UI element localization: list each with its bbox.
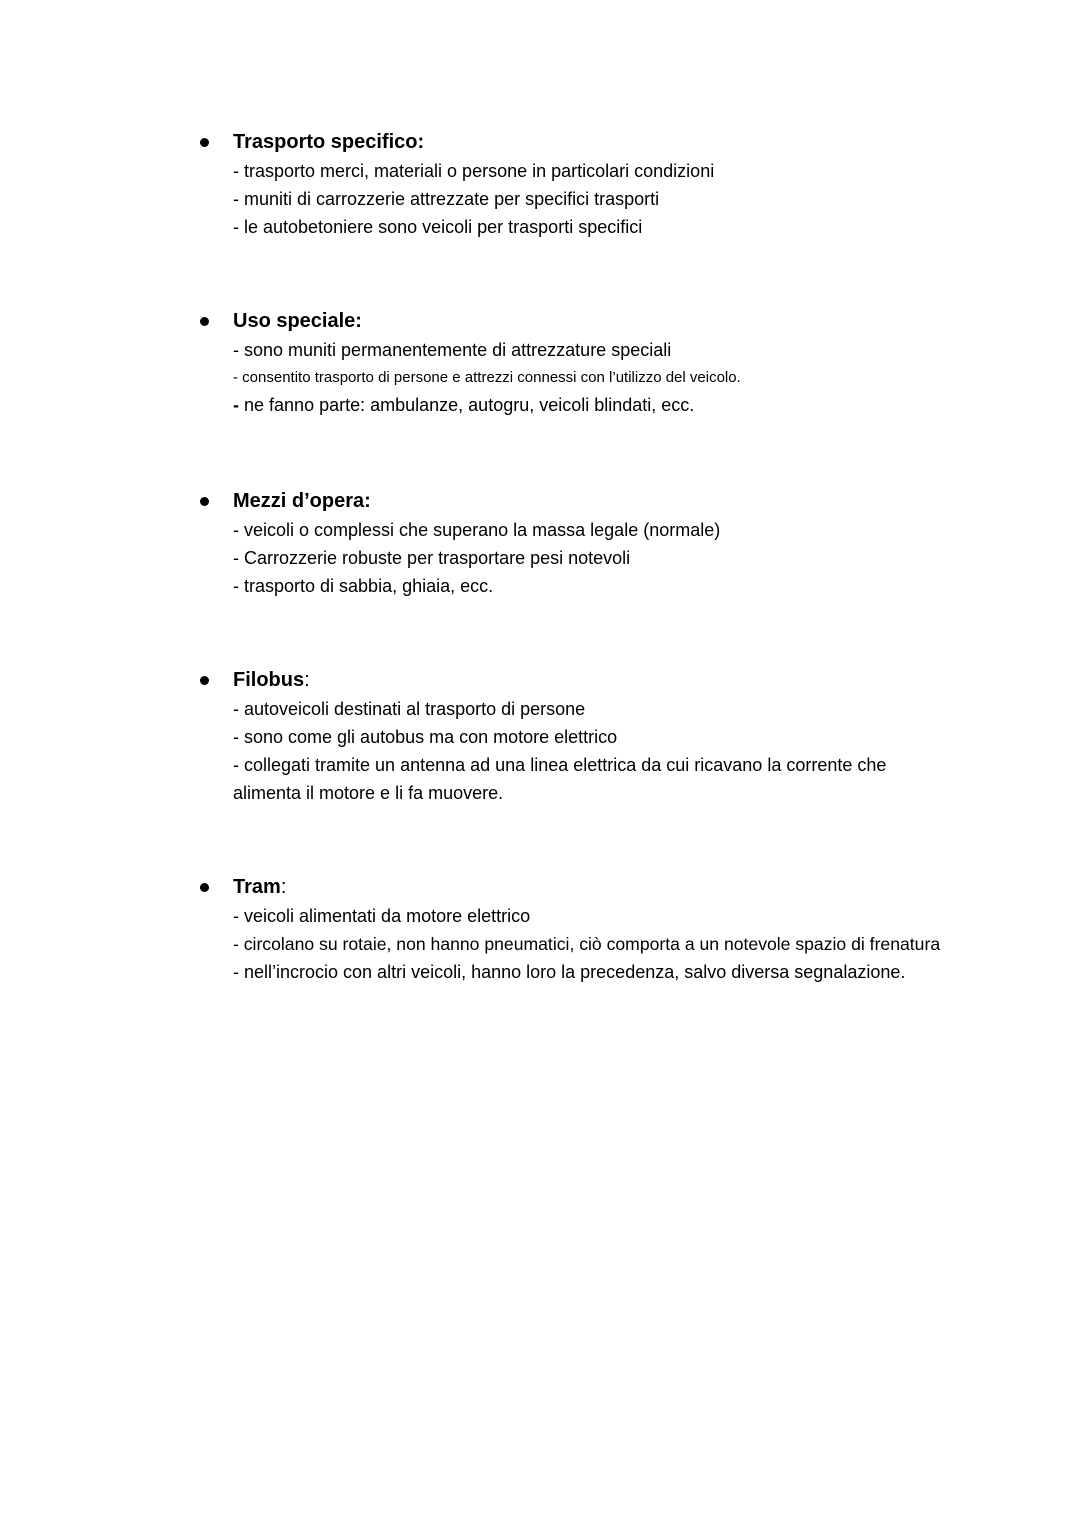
list-item: - veicoli o complessi che superano la massa legale (normale) xyxy=(233,520,721,540)
section-heading: Mezzi d’opera: xyxy=(233,490,371,512)
bullet-icon xyxy=(200,497,209,506)
section-lines xyxy=(233,157,996,241)
section-heading: Uso speciale: xyxy=(233,310,362,332)
bullet-icon xyxy=(200,676,209,685)
bullet-icon xyxy=(200,138,209,147)
section-lines xyxy=(233,902,996,986)
list-item: - Carrozzerie robuste per trasportare pesi notevoli xyxy=(233,548,631,568)
list-item: - ne fanno parte: ambulanze, autogru, veicoli blindati, ecc. xyxy=(233,395,695,415)
section-lines xyxy=(233,336,996,419)
bullet-icon xyxy=(200,883,209,892)
list-item: - veicoli alimentati da motore elettrico xyxy=(233,906,531,926)
list-item: - nell’incrocio con altri veicoli, hanno loro la precedenza, salvo diversa segnalazione. xyxy=(233,962,906,982)
section-heading: Tram: xyxy=(233,876,287,898)
list-item: - consentito trasporto di persone e attrezzi connessi con l’utilizzo del veicolo. xyxy=(233,369,741,386)
list-item: - trasporto merci, materiali o persone in particolari condizioni xyxy=(233,161,715,181)
section-filobus xyxy=(196,665,996,807)
list-item: - sono muniti permanentemente di attrezzature speciali xyxy=(233,340,672,360)
list-item: alimenta il motore e li fa muovere. xyxy=(233,783,504,803)
section-uso-speciale xyxy=(196,306,996,419)
section-trasporto-specifico xyxy=(196,127,996,241)
list-item: - le autobetoniere sono veicoli per trasporti specifici xyxy=(233,217,643,237)
list-item: - collegati tramite un antenna ad una linea elettrica da cui ricavano la corrente che xyxy=(233,755,887,775)
section-lines xyxy=(233,695,996,807)
list-item: - trasporto di sabbia, ghiaia, ecc. xyxy=(233,576,494,596)
section-lines xyxy=(233,516,996,600)
list-item: - autoveicoli destinati al trasporto di persone xyxy=(233,699,586,719)
bullet-icon xyxy=(200,317,209,326)
section-tram xyxy=(196,872,996,986)
list-item: - circolano su rotaie, non hanno pneumatici, ciò comporta a un notevole spazio di frenatura xyxy=(233,934,941,954)
list-item: - sono come gli autobus ma con motore elettrico xyxy=(233,727,618,747)
section-mezzi-opera xyxy=(196,486,996,600)
section-heading: Trasporto specifico: xyxy=(233,131,425,153)
section-heading: Filobus: xyxy=(233,669,310,691)
list-item: - muniti di carrozzerie attrezzate per specifici trasporti xyxy=(233,189,660,209)
